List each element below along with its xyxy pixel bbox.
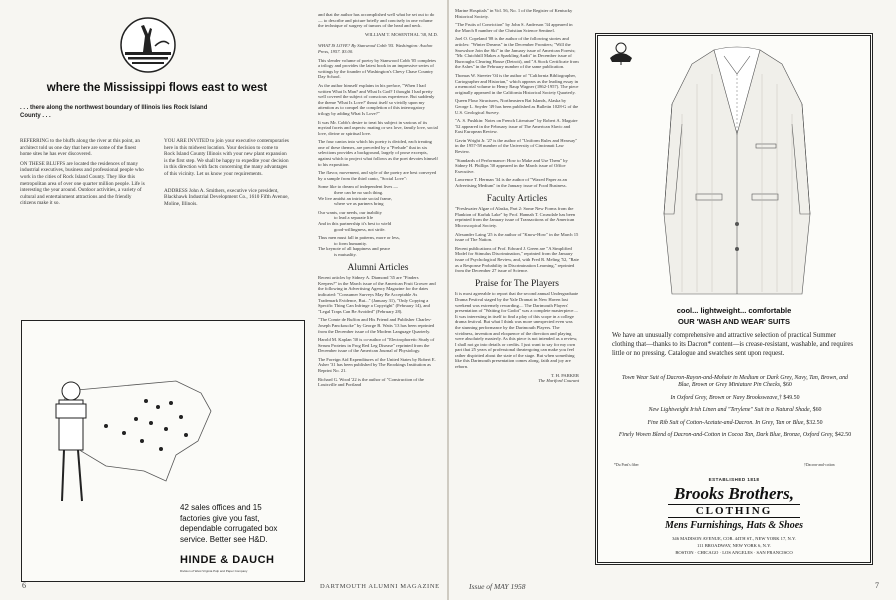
praise-attrib-name: T. H. PARKER (550, 372, 579, 378)
brand-line: Mens Furnishings, Hats & Shoes (664, 520, 804, 531)
alumni-para: Richard G. Wood '22 is the author of "Construction of the Louisville and Portland (318, 376, 424, 388)
review-intro: and that the author has accomplished well what he set out to do — to describe and picture briefly and concisely in one volume the technique of surgery of tumors of the head and neck. (318, 12, 435, 29)
poem-line: where we as partners bring (334, 201, 384, 207)
faculty-articles-heading: Faculty Articles (486, 193, 548, 204)
ad-body-para: REFERRING to the bluffs along the river at this point, an architect told us one day that here are some of the finest home sites he has ever discovered. (20, 138, 140, 158)
poem-line: The keynote of all happiness and peace (318, 246, 391, 252)
article-para: Queen Flour Structures, Northeastern Bat Islands, Alaska by George L. Snyder '49 has been published as Bulletin 1028-G of the U.S. Geological Survey. (455, 98, 579, 115)
item-price: $32.50 (806, 419, 823, 426)
reviewer-name: WILLIAM T. MOSENTHAL '38, M.D. (365, 31, 438, 37)
review-para: As the author himself explains in his preface, "When I had written What Is Man? and What Is God? I thought I had pretty well covered the subject of conscious experience. But suddenly the theme 'What Is Love?' thrust itself so vividly upon my attention as to compel the completion of this interrogatory trilogy by adding What Is Love?" (318, 82, 435, 116)
brand-clothing: CLOTHING (668, 504, 800, 518)
review-para: It was Mr. Cobb's desire to treat his subject in various of its myriad facets and aspects: mating or sex love, family love, social love, divine or spiritual love. (318, 119, 438, 136)
item-price: $49.50 (783, 394, 800, 401)
rock-island-ad (14, 14, 300, 300)
brooks-item (616, 375, 854, 390)
poem-line: good-willingness, not strife. (334, 226, 386, 232)
right-page (449, 0, 896, 600)
alumni-articles-heading: Alumni Articles (347, 262, 409, 273)
article-para: Joel O. Copeland '08 is the author of the following stories and articles: "Winter Dreams" in the December Frontiers; "Will the Snowshoe Join the Ski" in the January issue of American Forests; "Mr. Clutchhill Makes a Sparkling Audit" in December issue of Burroughs Clearing House (Detroit), and "A Stock Certificate from the Ashes" in the February number of the same publication. (455, 36, 579, 70)
article-para: "A. S. Pushkin: Notes on French Literature" by Robert A. Maguire '52 appeared in the February issue of The American Slavic and East European Review. (455, 118, 578, 135)
footnote-left: *Du Pont's fiber (614, 463, 639, 467)
book-title: WHAT IS LOVE? By Stanwood Cobb '05. Washington: Avalon Press, 1957. $3.00. (318, 43, 433, 54)
map-illustration-icon (26, 331, 226, 521)
hinde-dauch-ad (21, 320, 305, 582)
brand-name: Brooks Brothers, (674, 484, 794, 503)
ad2-brand: HINDE & DAUCH (180, 554, 275, 566)
faculty-para: Alexander Laing '25 is the author of "Know-How" in the March 15 issue of The Nation. (455, 231, 579, 243)
ad-body-para: ON THESE BLUFFS are located the residences of many industrial executives, business and professional people who work in the cities of Rock Island County. They like this metropolitan area of over one quarter million people. Life is interesting the year around. Outdoor activities, a variety of cultural and entertainment attractions and the friendly citizens make it so. (20, 160, 145, 207)
praise-heading: Praise for The Players (475, 278, 559, 289)
item-price: $60 (812, 407, 822, 414)
issue-date: Issue of MAY 1958 (469, 582, 526, 591)
item-desc: Town Wear Suit of Dacron-Rayon-and-Mohair in Medium or Dark Grey, Navy, Tan, Brown, and Blue, Brown or Grey Miniature Pin Checks, (622, 375, 848, 389)
item-desc: New Lightweight Irish Linen and "Terylene" Suit in a Natural Shade, (648, 407, 812, 414)
item-desc: In Oxford Grey, Brown or Navy Brooksweave,† (670, 394, 782, 401)
ad-subhead: . . . there along the northwest boundary of Illinois lies Rock Island County . . . (20, 105, 208, 119)
praise-para: It is most agreeable to report that the second annual Undergraduate Drama Festival staged by the Yale Dramat in New Haven last weekend was extremely rewarding.... The Dartmouth Players' presentation of "Waiting for Godot" was a complete masterpiece.... It was interesting in itself to find a play of this scope in a college drama festival. But what I think was more unexpected even was the stunning performance by the Dartmouth Players. The vividness, invention and eloquence of the direction and playing were absolutely masterly. As this piece is not intended as a review, I shall not go into details or credits. I just want to say for my own part that 25 years of professional theatergoing can make you feel rather dispirited about the state of the stage. But when something like this Dartmouth presentation comes along, faith and joy are reborn. (455, 291, 579, 370)
brooks-items (616, 375, 854, 439)
poem-line: there can be no such thing. (334, 190, 384, 196)
ad-body-para: YOU ARE INVITED to join your executive contemporaries here in this midwest location. Your decision to come to Rock Island County Illinois with your new plant expansion is the first step. We shall be happy to expedite your decision in this direction with facts concerning the many advantages of this vicinity. Let us know your requirements. (164, 138, 289, 177)
address-2: 111 BROADWAY, NEW YORK 6, N.Y. (697, 543, 771, 548)
poem-line: to form humanity. (334, 240, 368, 246)
poem-line: to lead a separate life (334, 215, 374, 221)
poem-line: Thus men must fall in patterns, more or less, (318, 235, 400, 241)
faculty-para: "Freshwater Algae of Alaska, Part 2: Some New Forms from the Plankton of Karluk Lake" by Prof. Hannah T. Croasdale has been reprinted from the January issue of Transactions of the American Microscopical Society. (455, 206, 576, 228)
review-column (318, 12, 438, 391)
river-emblem-icon (119, 16, 177, 74)
brooks-brothers-ad (595, 33, 873, 565)
faculty-para: Recent publications of Prof. Edward J. Green are "A Simplified Model for Stimulus Discrimination," reprinted from the January issue of Psychological Review, and, with Fred R. Meling '52, "Rate as a Response Probability in Discrimination Learning," reprinted from the December 27 issue of Science. (455, 245, 579, 274)
brooks-item (616, 432, 854, 439)
article-para: Marine Hospitals" in Vol. 56, No. 1 of the Register of Kentucky Historical Society. (455, 8, 573, 19)
item-price: $60 (783, 382, 792, 389)
brooks-item (616, 407, 854, 414)
item-desc: Finely Woven Blend of Dacron-and-Cotton in Cocoa Tan, Dark Blue, Bronze, Oxford Grey, (618, 432, 834, 439)
poem-line: Some like to dream of independent lives — (318, 184, 398, 190)
articles-column (455, 8, 579, 384)
alumni-para: "The Comte de Buffon and His Friend and Publisher Charles-Joseph Panckoucke" by George B. Watts '13 has been reprinted from the December issue of the Modern Language Quarterly. (318, 317, 435, 334)
poem-line: And in this partnership it's best to wield (318, 221, 392, 226)
page-number-left: 6 (22, 581, 26, 590)
item-price: $42.50 (834, 432, 852, 439)
article-para: Lawrence T. Herman '34 is the author of "Waxed Paper as an Advertising Medium" in the January issue of Food Business. (455, 177, 567, 189)
brooks-intro: We have an unusually comprehensive and attractive selection of practical Summer clothing that—thanks to its Dacron* content—is crease-resistant, washable, and requires little or no pressing. Catalogue and swatches sent upon request. (612, 332, 854, 357)
page-number-right: 7 (875, 581, 879, 590)
ad-body-col2 (164, 138, 290, 210)
alumni-para: The Foreign Aid Expenditures of the United States by Robert E. Asher '31 has been published by The Brookings Institution as Reprint No. 21. (318, 356, 436, 374)
article-para: Thomas W. Streeter '04 is the author of "California Bibliographer, Cartographer and Historian," which appears as the leading essay in a memorial volume to Henry Raup Wagner (1862-1957). The piece originally appeared in the California Historical Society Quarterly. (455, 72, 579, 95)
ad2-body: 42 sales offices and 15 factories give you fast, dependable corrugated box service. Better see H&D. (180, 503, 278, 544)
article-para: "The Fruits of Conviction" by John S. Anderson '34 appeared in the March 8 number of the Christian Science Sentinel. (455, 22, 573, 33)
left-page (0, 0, 447, 600)
footnote-right: †Dacron-and-cotton (804, 463, 835, 467)
ad2-tagline: Division of West Virginia Pulp and Paper Company (180, 569, 248, 573)
review-para: The flavor, movement, and style of the poetry are best conveyed by a sample from the third canto, "Social Love": (318, 170, 437, 181)
poem (318, 184, 438, 257)
suit-jacket-illustration (652, 44, 822, 304)
brooks-subheadline: OUR 'WASH AND WEAR' SUITS (677, 317, 791, 326)
praise-attrib-paper: The Hartford Courant (538, 378, 579, 384)
alumni-para: Recent articles by Sidney A. Diamond '35 are "Finders Keepers?" in the March issue of the American Fruit Grower and the following in Advertising Agency Magazine for the dates indicated: "Consumer Surveys May Be Acceptable As Trademark Evidence, But..." (January 31), "Only Copying a Specific Thing Can Infringe a Copyright" (February 14), and "Legal Traps Can Be Avoided" (February 28). (318, 275, 436, 314)
brooks-item (616, 420, 854, 427)
brooks-headline: cool... lightweight... comfortable (676, 306, 792, 315)
poem-line: We live amidst an intricate social frame, (318, 195, 392, 201)
poem-line: Our wants, our needs, our inability (318, 209, 382, 215)
alumni-para: Harold M. Kaplan '30 is co-author of "Electrophoretic Study of Serum Proteins in Frog Red Leg Disease" reprinted from the December issue of the American Journal of Physiology. (318, 337, 435, 354)
review-para: This slender volume of poetry by Stanwood Cobb '05 completes a trilogy and provides the latest book in an impressive series of writings by the founder of Washington's Chevy Chase Country Day School. (318, 57, 437, 80)
ad-body-col1 (20, 138, 146, 210)
magazine-name: DARTMOUTH ALUMNI MAGAZINE (320, 583, 440, 590)
item-desc: Fine Rib Suit of Cotton-Acetate-and-Dacron. In Grey, Tan or Blue, (647, 419, 805, 426)
review-para: The four cantos into which his poetry is divided, each treating one of these themes, are preceded by a "Prelude" that in six selections provides a background, largely of prose excerpts, against which to project what follows as the poet devotes himself to his exposition. (318, 139, 438, 167)
article-para: "Standards of Performance: How to Make and Use Them" by Sidney H. Phillips '30 appeared in the March issue of Office Executive. (455, 157, 568, 174)
ad-headline: where the Mississippi flows east to west (46, 82, 268, 94)
golden-fleece-logo-icon (604, 40, 638, 66)
address-1: 346 MADISON AVENUE, COR. 44TH ST., NEW YORK 17, N.Y. (672, 536, 796, 541)
article-para: Gavin Wright Jr. '27 is the author of "Uniform Rules and Hearsay" in the 1957-58 number of the University of Cincinnati Law Review. (455, 137, 578, 155)
ad-body-para: ADDRESS John A. Smithers, executive vice president, Blackhawk Industrial Development Co., 1610 Fifth Avenue, Moline, Illinois. (164, 187, 289, 207)
cities: BOSTON · CHICAGO · LOS ANGELES · SAN FRANCISCO (675, 550, 793, 555)
established-line: ESTABLISHED 1818 (708, 477, 760, 482)
poem-line: is mutuality. (334, 251, 357, 257)
brooks-item (616, 395, 854, 402)
